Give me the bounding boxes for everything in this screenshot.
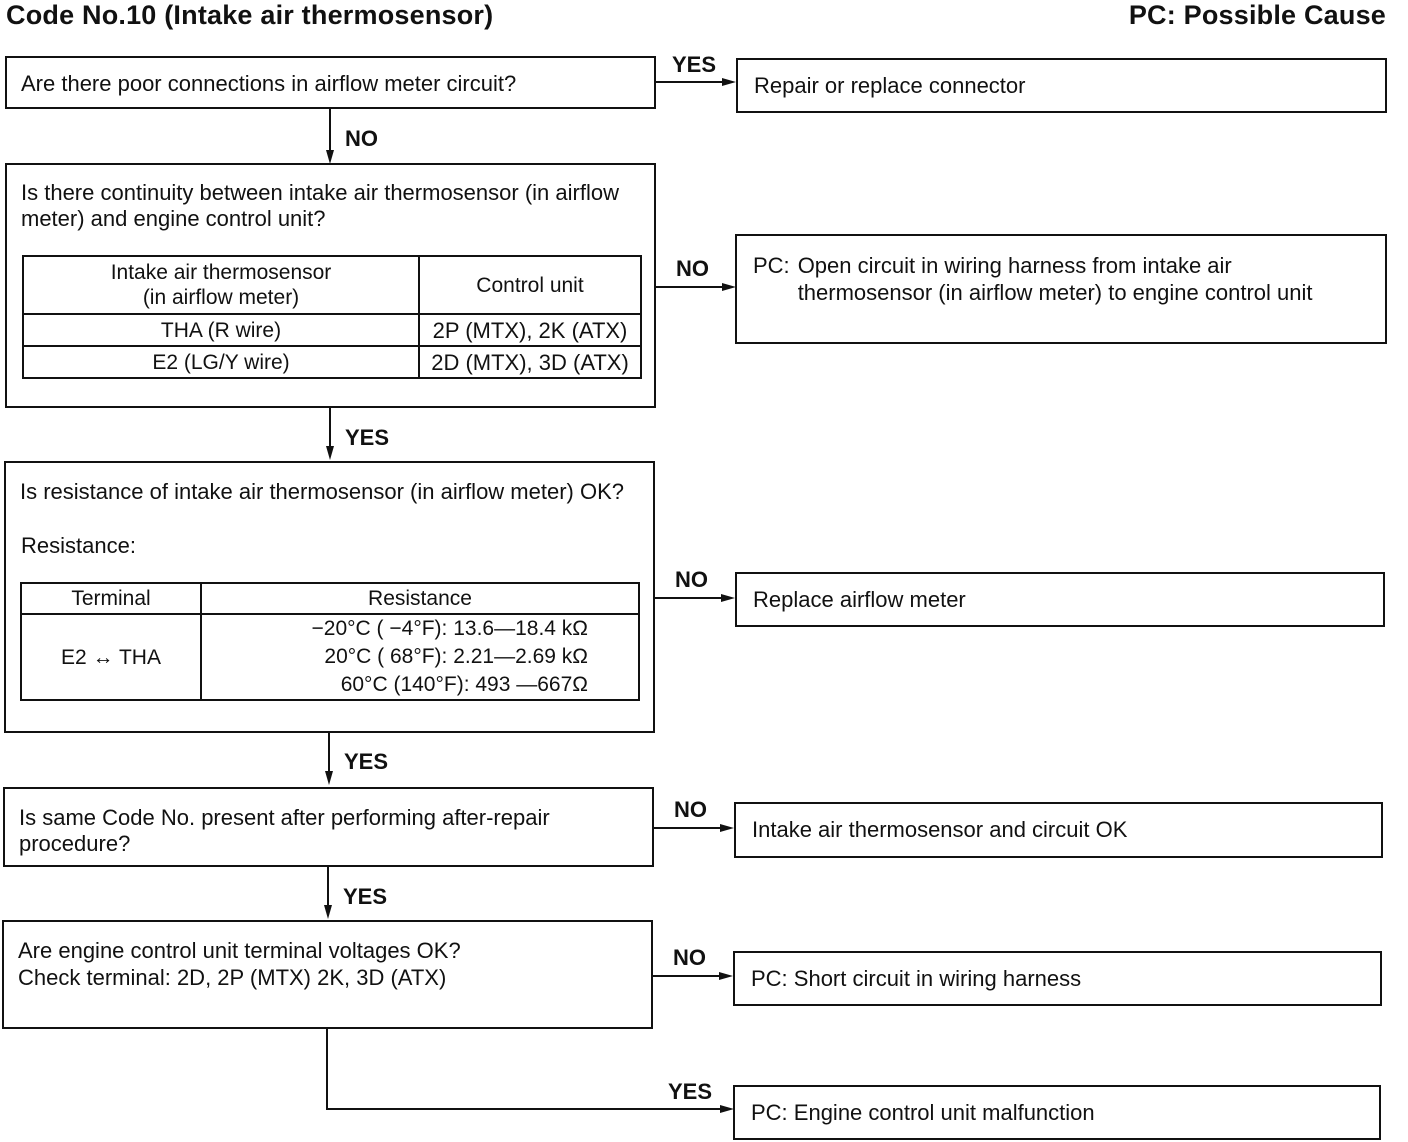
- arrow-down-icon: [324, 905, 332, 919]
- step3-resistance-table: [20, 582, 640, 701]
- step5-yes-connector-horizontal: [326, 1108, 720, 1110]
- step5-check-terminals: Check terminal: 2D, 2P (MTX) 2K, 3D (ATX): [18, 965, 447, 990]
- arrow-down-icon: [326, 150, 334, 164]
- step4-no-connector: [654, 827, 720, 829]
- step1-question-box: [5, 56, 656, 109]
- table-cell: 2D (MTX), 3D (ATX): [419, 346, 641, 378]
- step5-no-result: PC: Short circuit in wiring harness: [751, 965, 1082, 991]
- step3-question-box: [4, 461, 655, 733]
- arrow-right-icon: [719, 972, 733, 980]
- step3-no-connector: [655, 597, 721, 599]
- step5-no-result-box: [733, 951, 1382, 1006]
- table-cell: 2P (MTX), 2K (ATX): [419, 314, 641, 346]
- step5-question-box: [2, 920, 653, 1029]
- table-cell: THA (R wire): [23, 314, 419, 346]
- step1-yes-connector: [656, 81, 722, 83]
- step3-terminal: E2 ↔ THA: [21, 614, 201, 700]
- arrow-down-icon: [326, 446, 334, 460]
- step3-yes-connector: [328, 733, 330, 773]
- step4-yes-connector: [327, 867, 329, 907]
- resistance-row: 60°C (140°F): 493 —667Ω: [340, 673, 588, 696]
- step3-subtitle: Resistance:: [21, 533, 136, 558]
- step4-no-result: Intake air thermosensor and circuit OK: [752, 817, 1128, 842]
- step2-table-header-sensor: Intake air thermosensor (in airflow meter): [23, 256, 419, 314]
- step1-no-label: NO: [345, 126, 378, 151]
- step5-yes-label: YES: [668, 1079, 713, 1104]
- legend-possible-cause: PC: Possible Cause: [1128, 0, 1386, 30]
- step5-yes-result: PC: Engine control unit malfunction: [751, 1099, 1095, 1125]
- step3-question: Is resistance of intake air thermosensor (in airflow meter) OK?: [20, 479, 625, 504]
- step3-no-result-box: [735, 572, 1385, 627]
- step2-yes-label: YES: [345, 425, 390, 450]
- step5-yes-connector-vertical: [326, 1029, 328, 1110]
- step4-no-label: NO: [674, 797, 707, 822]
- arrow-right-icon: [720, 1105, 734, 1113]
- step2-question: Is there continuity between intake air thermosensor (in airflow meter) and engine control unit?: [21, 180, 619, 231]
- arrow-right-icon: [720, 824, 734, 832]
- arrow-right-icon: [722, 78, 736, 86]
- step1-question: Are there poor connections in airflow meter circuit?: [21, 71, 517, 96]
- step5-no-connector: [653, 975, 719, 977]
- resistance-row: 20°C ( 68°F): 2.21—2.69 kΩ: [324, 645, 588, 668]
- step1-yes-label: YES: [672, 52, 717, 77]
- step5-no-label: NO: [673, 945, 706, 970]
- pc-prefix: PC:: [753, 253, 790, 278]
- page-title: Code No.10 (Intake air thermosensor): [6, 0, 494, 30]
- step3-table-header-terminal: Terminal: [21, 583, 201, 614]
- step2-no-result-text: Open circuit in wiring harness from intake air thermosensor (in airflow meter) to engine control unit: [797, 253, 1313, 305]
- step4-question: Is same Code No. present after performing after-repair procedure?: [19, 805, 550, 856]
- step4-no-result-box: [734, 802, 1383, 858]
- arrow-right-icon: [722, 283, 736, 291]
- step2-continuity-table: [22, 255, 642, 379]
- resistance-row: −20°C ( −4°F): 13.6—18.4 kΩ: [311, 617, 588, 640]
- step3-yes-label: YES: [344, 749, 389, 774]
- step4-question-box: [3, 787, 654, 867]
- step3-no-result: Replace airflow meter: [753, 586, 966, 612]
- step2-no-connector: [656, 286, 722, 288]
- step3-table-header-resistance: Resistance: [201, 583, 639, 614]
- arrow-down-icon: [325, 771, 333, 785]
- step2-no-result-box: [735, 234, 1387, 344]
- step3-no-label: NO: [675, 567, 708, 592]
- step5-yes-result-box: [733, 1085, 1381, 1140]
- step5-question: Are engine control unit terminal voltages OK?: [18, 938, 461, 963]
- step2-no-result: [737, 236, 1385, 322]
- step2-question-box: [5, 163, 656, 408]
- step3-resistance-values: [201, 614, 639, 700]
- step2-no-label: NO: [676, 256, 709, 281]
- step2-table-header-control: Control unit: [419, 256, 641, 314]
- step2-yes-connector: [329, 408, 331, 448]
- arrow-right-icon: [721, 594, 735, 602]
- step4-yes-label: YES: [343, 884, 388, 909]
- step1-yes-result-box: [736, 58, 1387, 113]
- step1-no-connector: [329, 109, 331, 151]
- table-cell: E2 (LG/Y wire): [23, 346, 419, 378]
- step1-yes-result: Repair or replace connector: [754, 72, 1026, 98]
